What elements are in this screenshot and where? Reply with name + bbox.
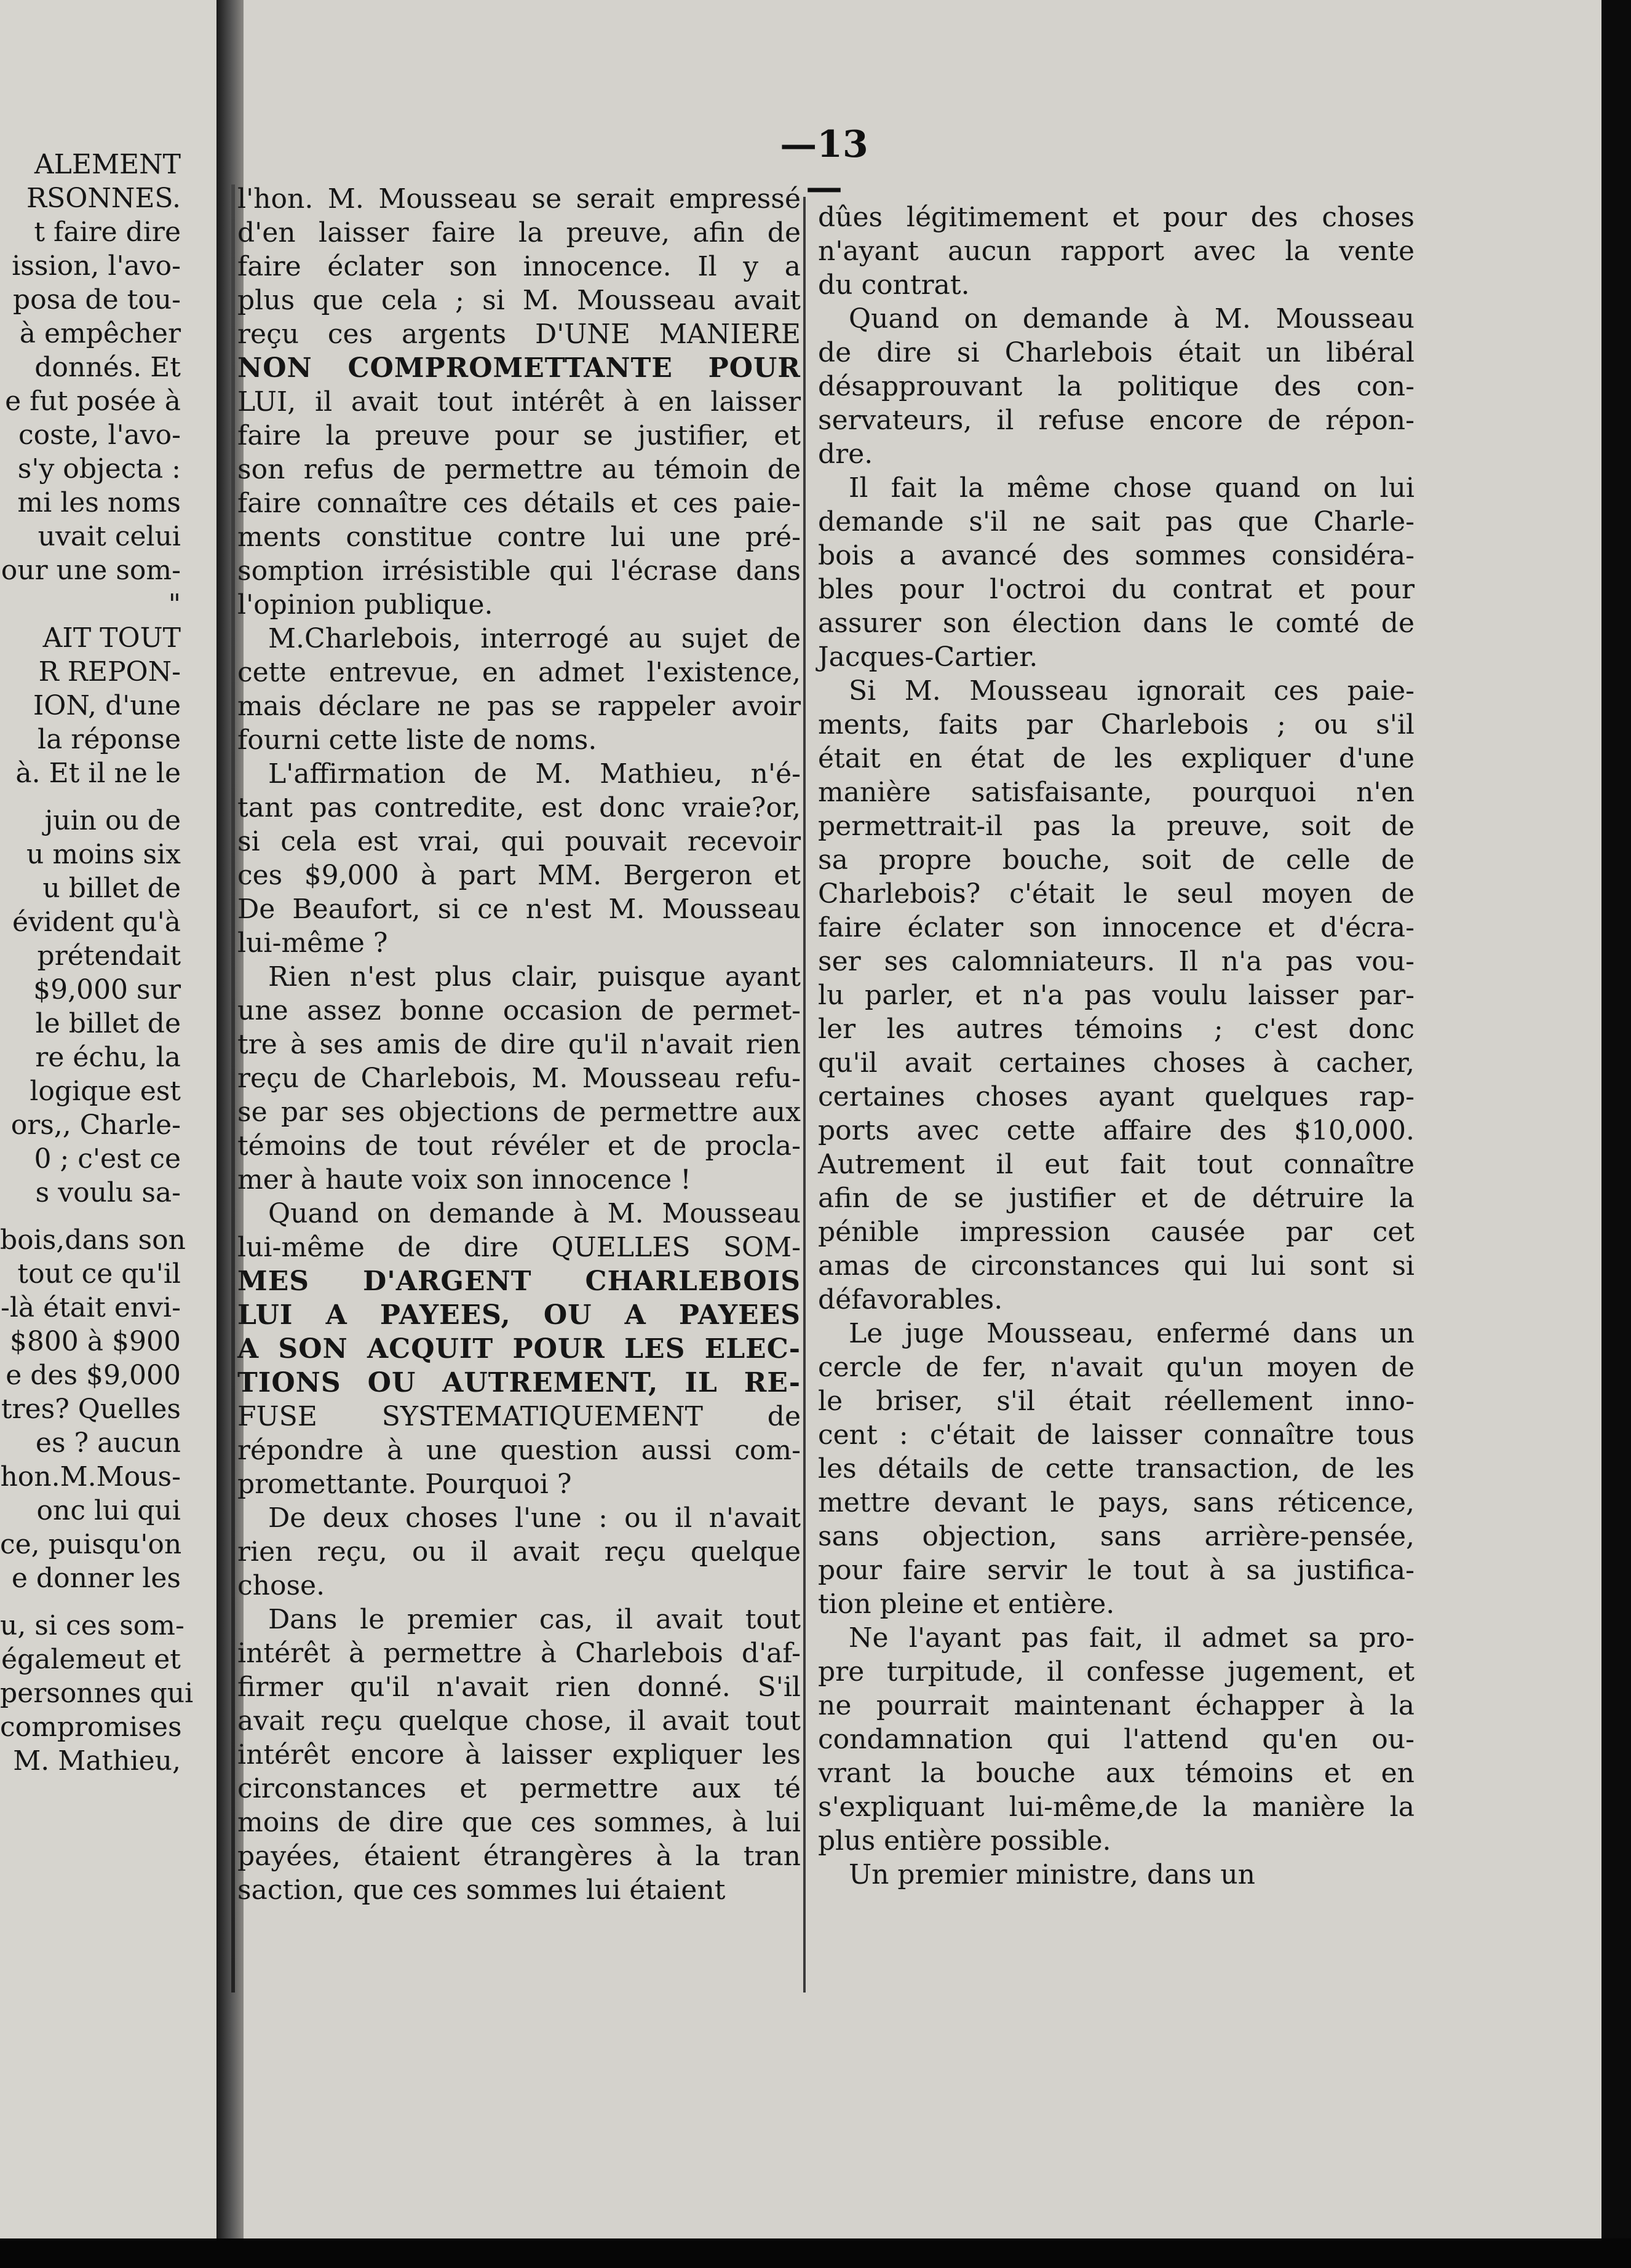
text-line: compromises xyxy=(0,1711,182,1743)
text-line: mer à haute voix son innocence ! xyxy=(237,1164,691,1195)
text-line: tout ce qu'il xyxy=(17,1258,181,1290)
text-line: Charlebois? c'était le seul moyen de xyxy=(818,878,1415,910)
text-line: Il fait la même chose quand on lui xyxy=(849,472,1415,504)
text-line: faire la preuve pour se justifier, et xyxy=(237,420,801,451)
text-line xyxy=(0,1595,185,1609)
text-line: ports avec cette affaire des $10,000. xyxy=(818,1115,1415,1146)
text-line: M. Mathieu, xyxy=(13,1745,181,1777)
page-number: —13— xyxy=(780,123,868,209)
text-line: De deux choses l'une : ou il n'avait xyxy=(268,1502,801,1534)
text-line: ALEMENT xyxy=(34,149,181,180)
text-line: ce, puisqu'on xyxy=(0,1529,182,1560)
text-line: amas de circonstances qui lui sont si xyxy=(818,1250,1415,1282)
text-line: répondre à une question aussi com- xyxy=(237,1435,801,1466)
text-line: es ? aucun xyxy=(35,1427,181,1459)
text-line: cercle de fer, n'avait qu'un moyen de xyxy=(818,1352,1415,1383)
text-line: mais déclare ne pas se rappeler avoir xyxy=(237,691,801,722)
text-line: une assez bonne occasion de permet- xyxy=(237,995,801,1026)
text-line: De Beaufort, si ce n'est M. Mousseau xyxy=(237,894,801,925)
text-line: cent : c'était de laisser connaître tous xyxy=(818,1419,1415,1451)
column-edge-line xyxy=(231,184,235,1992)
text-line: -là était envi- xyxy=(0,1292,181,1323)
text-line: rien reçu, ou il avait reçu quelque xyxy=(237,1536,801,1568)
text-line: demande s'il ne sait pas que Charle- xyxy=(818,506,1415,537)
text-line: ne pourrait maintenant échapper à la xyxy=(818,1690,1415,1721)
text-line: e fut posée à xyxy=(5,386,181,417)
text-line: bles pour l'octroi du contrat et pour xyxy=(818,574,1415,605)
text-line: ces $9,000 à part MM. Bergeron et xyxy=(237,860,801,891)
text-line: u billet de xyxy=(42,873,181,904)
text-line: 0 ; c'est ce xyxy=(34,1143,181,1175)
text-line: faire connaître ces détails et ces paie- xyxy=(237,488,801,519)
text-line: bois,dans son xyxy=(0,1224,186,1256)
text-line: saction, que ces sommes lui étaient xyxy=(237,1874,726,1906)
text-line: ler les autres témoins ; c'est donc xyxy=(818,1013,1415,1045)
text-line: le briser, s'il était réellement inno- xyxy=(818,1386,1415,1417)
text-line: permettrait-il pas la preuve, soit de xyxy=(818,811,1415,842)
text-line: tant pas contredite, est donc vraie?or, xyxy=(237,792,801,823)
text-line: l'opinion publique. xyxy=(237,589,493,621)
text-line: défavorables. xyxy=(818,1284,1003,1315)
text-line: AIT TOUT xyxy=(42,622,181,654)
text-line: manière satisfaisante, pourquoi n'en xyxy=(818,777,1415,808)
text-line: servateurs, il refuse encore de répon- xyxy=(818,405,1415,436)
text-line: lui-même de dire QUELLES SOM- xyxy=(237,1232,801,1263)
text-line: qu'il avait certaines choses à cacher, xyxy=(818,1047,1415,1079)
text-line: u, si ces som- xyxy=(0,1610,185,1641)
text-line: lu parler, et n'a pas voulu laisser par- xyxy=(818,980,1415,1011)
text-line: ments constitue contre lui une pré- xyxy=(237,521,801,553)
text-line: tion pleine et entière. xyxy=(818,1588,1115,1620)
text-line: l'hon. M. Mousseau se serait empressé xyxy=(237,183,801,215)
text-line: FUSE SYSTEMATIQUEMENT de xyxy=(237,1401,801,1432)
text-line: pre turpitude, il confesse jugement, et xyxy=(818,1656,1415,1687)
text-line: certaines choses ayant quelques rap- xyxy=(818,1081,1415,1112)
text-line: Dans le premier cas, il avait tout xyxy=(268,1604,801,1635)
middle-column xyxy=(237,182,801,1907)
text-line: s voulu sa- xyxy=(35,1177,181,1208)
left-page-fragment xyxy=(0,0,216,2238)
text-line: sa propre bouche, soit de celle de xyxy=(818,844,1415,876)
text-line: mi les noms xyxy=(17,487,181,518)
text-line xyxy=(0,1210,185,1223)
text-line: fourni cette liste de noms. xyxy=(237,724,597,756)
text-line: évident qu'à xyxy=(12,906,181,938)
text-line: " xyxy=(168,589,181,620)
text-line: Ne l'ayant pas fait, il admet sa pro- xyxy=(849,1622,1415,1654)
text-line: chose. xyxy=(237,1570,325,1601)
text-line: si cela est vrai, qui pouvait recevoir xyxy=(237,826,801,857)
text-line: s'expliquant lui-même,de la manière la xyxy=(818,1791,1415,1823)
text-line: afin de se justifier et de détruire la xyxy=(818,1183,1415,1214)
text-line: NON COMPROMETTANTE POUR xyxy=(237,352,801,384)
text-line: e des $9,000 xyxy=(6,1360,181,1391)
text-line: M.Charlebois, interrogé au sujet de xyxy=(268,623,801,654)
text-line: le billet de xyxy=(35,1008,181,1039)
text-line: du contrat. xyxy=(818,269,970,301)
text-line: prétendait xyxy=(37,940,181,972)
text-line: faire éclater son innocence. Il y a xyxy=(237,251,801,282)
text-line: plus entière possible. xyxy=(818,1825,1111,1857)
text-line: coste, l'avo- xyxy=(18,419,181,451)
text-line: son refus de permettre au témoin de xyxy=(237,454,801,485)
text-line: sans objection, sans arrière-pensée, xyxy=(818,1521,1415,1552)
text-line: d'en laisser faire la preuve, afin de xyxy=(237,217,801,248)
text-line: assurer son élection dans le comté de xyxy=(818,608,1415,639)
text-line: n'ayant aucun rapport avec la vente xyxy=(818,236,1415,267)
column-rule xyxy=(803,197,806,1992)
text-line: à empêcher xyxy=(19,318,181,349)
text-line: somption irrésistible qui l'écrase dans xyxy=(237,555,801,587)
text-line: LUI A PAYEES, OU A PAYEES xyxy=(237,1299,801,1331)
text-line: hon.M.Mous- xyxy=(0,1461,181,1493)
text-line: TIONS OU AUTREMENT, IL RE- xyxy=(237,1367,801,1398)
text-line: tres? Quelles xyxy=(1,1394,181,1425)
text-line: reçu ces argents D'UNE MANIERE xyxy=(237,319,801,350)
text-line xyxy=(0,790,185,804)
text-line: reçu de Charlebois, M. Mousseau refu- xyxy=(237,1063,801,1094)
text-line: logique est xyxy=(30,1076,181,1107)
text-line: moins de dire que ces sommes, à lui xyxy=(237,1807,801,1838)
text-line: Quand on demande à M. Mousseau xyxy=(849,303,1415,335)
text-line: posa de tou- xyxy=(12,284,181,315)
text-line: dre. xyxy=(818,438,873,470)
text-line: A SON ACQUIT POUR LES ELEC- xyxy=(237,1333,801,1365)
right-column xyxy=(818,200,1415,1892)
text-line: personnes qui xyxy=(0,1678,194,1709)
text-line: la réponse xyxy=(38,724,181,755)
text-line: juin ou de xyxy=(44,805,181,836)
scan-border-bottom xyxy=(0,2238,1631,2268)
left-column-fragment xyxy=(0,148,194,1778)
text-line: était en état de les expliquer d'une xyxy=(818,743,1415,774)
text-line: uvait celui xyxy=(38,521,181,552)
text-line: plus que cela ; si M. Mousseau avait xyxy=(237,285,801,316)
scan-border-right xyxy=(1601,0,1631,2238)
text-line: les détails de cette transaction, de les xyxy=(818,1453,1415,1485)
text-line: intérêt encore à laisser expliquer les xyxy=(237,1739,801,1770)
text-line: Un premier ministre, dans un xyxy=(849,1859,1255,1890)
text-line: s'y objecta : xyxy=(17,453,181,485)
text-line: onc lui qui xyxy=(36,1495,181,1526)
text-line: ments, faits par Charlebois ; ou s'il xyxy=(818,709,1415,740)
text-line: LUI, il avait tout intérêt à en laisser xyxy=(237,386,801,418)
text-line: faire éclater son innocence et d'écra- xyxy=(818,912,1415,943)
text-line: payées, étaient étrangères à la tran xyxy=(237,1841,801,1872)
text-line: intérêt à permettre à Charlebois d'af- xyxy=(237,1638,801,1669)
text-line: avait reçu quelque chose, il avait tout xyxy=(237,1705,801,1737)
text-line: cette entrevue, en admet l'existence, xyxy=(237,657,801,688)
text-line: ors,, Charle- xyxy=(10,1109,181,1141)
text-line: re échu, la xyxy=(35,1042,181,1073)
text-line: our une som- xyxy=(1,555,181,586)
text-line: Si M. Mousseau ignorait ces paie- xyxy=(849,675,1415,707)
text-line: témoins de tout révéler et de procla- xyxy=(237,1130,801,1162)
text-line: Quand on demande à M. Mousseau xyxy=(268,1198,801,1229)
text-line: désapprouvant la politique des con- xyxy=(818,371,1415,402)
text-line: Rien n'est plus clair, puisque ayant xyxy=(268,961,801,993)
text-line: MES D'ARGENT CHARLEBOIS xyxy=(237,1266,801,1297)
text-line: R REPON- xyxy=(38,656,181,688)
text-line: t faire dire xyxy=(34,216,181,248)
text-line: circonstances et permettre aux té xyxy=(237,1773,801,1804)
text-line: firmer qu'il n'avait rien donné. S'il xyxy=(237,1671,801,1703)
text-line: lui-même ? xyxy=(237,927,388,959)
text-line: dûes légitimement et pour des choses xyxy=(818,202,1415,233)
text-line: à. Et il ne le xyxy=(15,758,181,789)
text-line: tre à ses amis de dire qu'il n'avait rien xyxy=(237,1029,801,1060)
text-line: égalemeut et xyxy=(1,1644,181,1675)
text-line: pour faire servir le tout à sa justifica- xyxy=(818,1555,1415,1586)
text-line: ser ses calomniateurs. Il n'a pas vou- xyxy=(818,946,1415,977)
text-line: ission, l'avo- xyxy=(12,250,181,282)
text-line: Jacques-Cartier. xyxy=(818,641,1038,673)
text-line: e donner les xyxy=(11,1563,181,1594)
text-line: de dire si Charlebois était un libéral xyxy=(818,337,1415,368)
text-line: pénible impression causée par cet xyxy=(818,1216,1415,1248)
text-line: L'affirmation de M. Mathieu, n'é- xyxy=(268,758,801,790)
text-line: ION, d'une xyxy=(33,690,181,721)
text-line: condamnation qui l'attend qu'en ou- xyxy=(818,1724,1415,1755)
text-line: $9,000 sur xyxy=(33,974,181,1005)
text-line: $800 à $900 xyxy=(9,1326,181,1357)
text-line: vrant la bouche aux témoins et en xyxy=(818,1758,1415,1789)
text-line: u moins six xyxy=(26,839,181,870)
text-line: Le juge Mousseau, enfermé dans un xyxy=(849,1318,1415,1349)
text-line: donnés. Et xyxy=(34,352,181,383)
text-line: bois a avancé des sommes considéra- xyxy=(818,540,1415,571)
text-line: Autrement il eut fait tout connaître xyxy=(818,1149,1415,1180)
text-line: mettre devant le pays, sans réticence, xyxy=(818,1487,1415,1518)
text-line: promettante. Pourquoi ? xyxy=(237,1469,572,1500)
text-line: RSONNES. xyxy=(26,183,181,214)
text-line: se par ses objections de permettre aux xyxy=(237,1096,801,1128)
